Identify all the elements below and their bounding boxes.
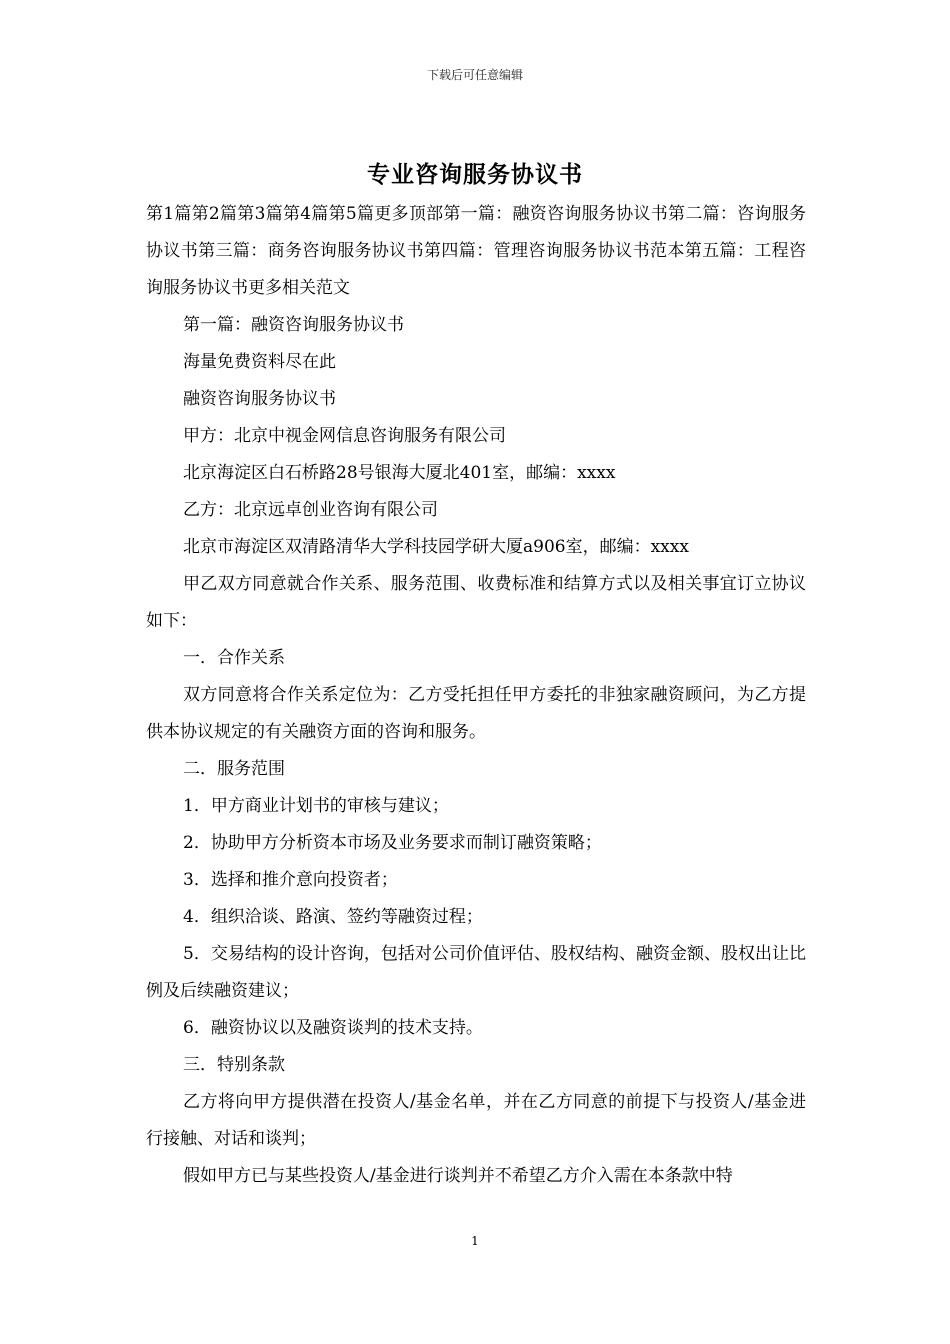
list-item: 2．协助甲方分析资本市场及业务要求而制订融资策略；: [183, 833, 602, 853]
section-heading: 三．特别条款: [183, 1055, 285, 1075]
section-heading: 一．合作关系: [183, 648, 285, 668]
page-header: 下载后可任意编辑: [426, 68, 523, 82]
section-heading: 二．服务范围: [183, 759, 285, 779]
list-item: 3．选择和推介意向投资者；: [183, 870, 398, 890]
party-b-address: 北京市海淀区双清路清华大学科技园学研大厦a906室，邮编：xxxx: [183, 537, 689, 557]
paragraph: 甲乙双方同意就合作关系、服务范围、收费标准和结算方式以及相关事宜订立协议如下：: [146, 574, 806, 631]
paragraph: 第一篇：融资咨询服务协议书: [183, 315, 404, 335]
paragraph: 乙方将向甲方提供潜在投资人/基金名单，并在乙方同意的前提下与投资人/基金进行接触、对话和谈判；: [146, 1092, 806, 1149]
paragraph: 融资咨询服务协议书: [183, 389, 336, 409]
list-item: 4．组织洽谈、路演、签约等融资过程；: [183, 907, 483, 927]
list-item: 6．融资协议以及融资谈判的技术支持。: [183, 1018, 483, 1038]
paragraph: 双方同意将合作关系定位为：乙方受托担任甲方委托的非独家融资顾问，为乙方提供本协议规定的有关融资方面的咨询和服务。: [146, 685, 806, 742]
document-title: 专业咨询服务协议书: [367, 161, 583, 188]
document-body: [146, 196, 806, 1195]
page-number: 1: [471, 1234, 479, 1248]
table-of-contents: 第1篇第2篇第3篇第4篇第5篇更多顶部第一篇：融资咨询服务协议书第二篇：咨询服务协议书第三篇：商务咨询服务协议书第四篇：管理咨询服务协议书范本第五篇：工程咨询服务协议书更多相关范文: [146, 204, 806, 298]
party-a-address: 北京海淀区白石桥路28号银海大厦北401室，邮编：xxxx: [183, 463, 616, 483]
paragraph: 假如甲方已与某些投资人/基金进行谈判并不希望乙方介入需在本条款中特: [183, 1166, 733, 1186]
list-item: 5．交易结构的设计咨询，包括对公司价值评估、股权结构、融资金额、股权出让比例及后续融资建议；: [146, 944, 806, 1001]
party-a-name: 甲方：北京中视金网信息咨询服务有限公司: [183, 426, 506, 446]
party-b-name: 乙方：北京远卓创业咨询有限公司: [183, 500, 438, 520]
list-item: 1．甲方商业计划书的审核与建议；: [183, 796, 449, 816]
paragraph: 海量免费资料尽在此: [183, 352, 336, 372]
